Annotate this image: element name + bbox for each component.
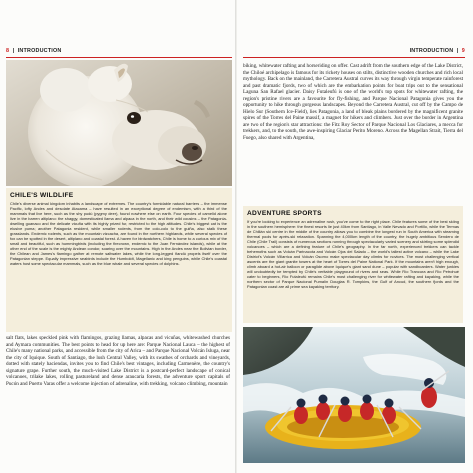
right-page-number: 9 bbox=[461, 48, 465, 54]
llama-photo bbox=[6, 60, 232, 186]
left-header-rule bbox=[6, 57, 232, 58]
left-running-head: 8 | INTRODUCTION bbox=[6, 48, 62, 54]
left-page bbox=[0, 0, 236, 473]
adventure-sports-title: ADVENTURE SPORTS bbox=[247, 210, 322, 217]
right-header-rule bbox=[243, 57, 465, 58]
chiles-wildlife-text: Chile's diverse animal kingdom inhabits a landscape of extremes. The country's formidable natural barriers – the immense Pacific, lofty Andes and desolate Atacama – have resulted in an exceptional degree of endemism, with a third of the mammals that live here, such as the shy pudú (pygmy deer), found nowhere else on earth. Four species of camelid alone live in the barren altiplano: the shaggy, domesticated llama and alpaca in the north, and their wild cousins – the Patagonia-dwelling guanaco and the delicate vicuña with its highly prized fur, restricted to the high altitudes. Chile's biggest cat is the elusive puma; another Patagonia resident, while smaller rodents, from the colo-colo to the guiña, also stalk these grasslands. Endemic rodents, such as the mountain vizcacha, are found in the northern highlands, while several species of fox can be spotted in the desert, altiplano and coastal forest. A haven for birdwatchers, Chile is home to a curious mix of the small and beautiful, such as hummingbirds (including the firecrown, endemic to the Juan Fernández islands), while at the other end of the scale is the mighty Andean condor, soaring over the mountains. High in the Andes near the Bolivian border, the Chilean and James's flamingo gather at remote saltwater lakes, while the long-legged ñandú propels itself over the Patagonian steppe. Equally impressive seabirds include the Humboldt, Magellanic and king penguins, while Chile's coastal waters host some spectacular mammals, such as the blue whale and several species of dolphins. bbox=[10, 201, 227, 266]
right-page bbox=[237, 0, 473, 473]
left-running-head-label: INTRODUCTION bbox=[17, 48, 62, 54]
left-page-number: 8 bbox=[6, 48, 10, 54]
right-running-head: INTRODUCTION | 9 bbox=[409, 48, 465, 54]
right-running-head-label: INTRODUCTION bbox=[409, 48, 454, 54]
adventure-sports-box bbox=[243, 206, 463, 323]
left-body-text: salt flats, lakes speckled pink with flamingos, grazing llamas, alpacas and vicuñas, whitewashed churches and Aymara communities. The best points to head for up here are: Parque Nacional Lauca – the highest of Chile's many national parks, and accessible from the city of Arica – and Parque Nacional Volcán Isluga, near the city of Iquique. South of Santiago, the lush Central Valley, with its swathes of orchards and vineyards, dotted with stately haciendas, invites you to find Chile's best vintages, including Carmenère, the country's signature grape. Further south, the much-visited Lake District is a postcard-perfect landscape of conical volcanoes, trilake lakes, rolling pastureland and dense araucaria forests, the adventure sport capitals of Pucón and Puerto Varas offer a welcome injection of adrenaline, with trekking, volcano climbing, mountain bbox=[6, 335, 230, 387]
chiles-wildlife-box bbox=[6, 188, 232, 332]
right-body-text: biking, whitewater rafting and horseriding on offer. Cast adrift from the southern edge of the Lake District, the Chiloé archipelago is famous for its rickety houses on stilts, distinctive wooden churches and rich local mythology. Back on the mainland, the Carretera Austral curves its way through virgin temperate rainforest and past dramatic fjords, two of which are the embarkation points for boat trips out to the sensational Laguna San Rafael glacier. Daisy Futaleufú is one of the world's top spots for whitewater rafting, the region's pristine rivers are a favourite for fly-fishing, and Parque Nacional Patagonia gives you the opportunity to hike through gorgeous landscapes. Beyond the Carretera Austral, cut off by the Campo de Hielo Sur (Southern Ice-Field), lies Patagonia, a land of bleak plains bordered by the magnificent granite spires of the Torres del Paine massif, a magnet for hikers and climbers. Just over the border in Argentina are two of the region's star attractions: the Fitz Roy Sector of Parque Nacional Los Glaciares, a mecca for trekkers, and, to the south, the awe-inspiring Glaciar Perito Moreno. Across the Magellan Strait, Tierra del Fuego, also shared with Argentina, bbox=[243, 63, 463, 142]
rafting-photo bbox=[243, 327, 465, 463]
adventure-sports-text: If you're looking to experience an adrenaline rush, you've come to the right place. Chile features some of the best skiing in the southern hemisphere: the finest resorts lie just 40km from Santiago, in Valle Nevado and Portillo, while the Termas de Chillán ski centre in the middle of the country allows you to combine the longest run in South America with steaming thermal pools for après-ski relaxation. Spanning the 4,000km length of the country, the hugely ambitious Sendero de Chile (Chile Trail) consists of numerous sections running through spectacularly varied scenery and skirting some splendid volcanoes – which are a defining feature of Chile's geography. In the far north, experienced trekkers can tackle behemoths such as Volcán Parinacota and Volcán Ojos del Salado – the world's tallest active volcano – while the Lake District's Volcán Villarrica and Volcán Osorno make spectacular day climbs for novices. The most challenging vertical ascents are the giant granite towers at the heart of Torres del Paine National Park. If the mountains aren't high enough, climb aboard a hot-air balloon or paraglide above Iquique's giant sand dune – popular with sandboarders. Water junkies will undoubtedly be tempted by Chile's veritable playground of rivers and seas. While Río Trancura and Río Petrohué cater to beginners, Río Futaleufú remains Chile's most challenging river for whitewater rafting and kayaking, while the northern sector of Parque Nacional Pumalín Douglas R. Tompkins, the Gulf of Ancud, the southern fjords and the Patagonian coast are all prime sea kayaking territory. bbox=[247, 219, 459, 289]
chiles-wildlife-title: CHILE'S WILDLIFE bbox=[10, 192, 74, 199]
